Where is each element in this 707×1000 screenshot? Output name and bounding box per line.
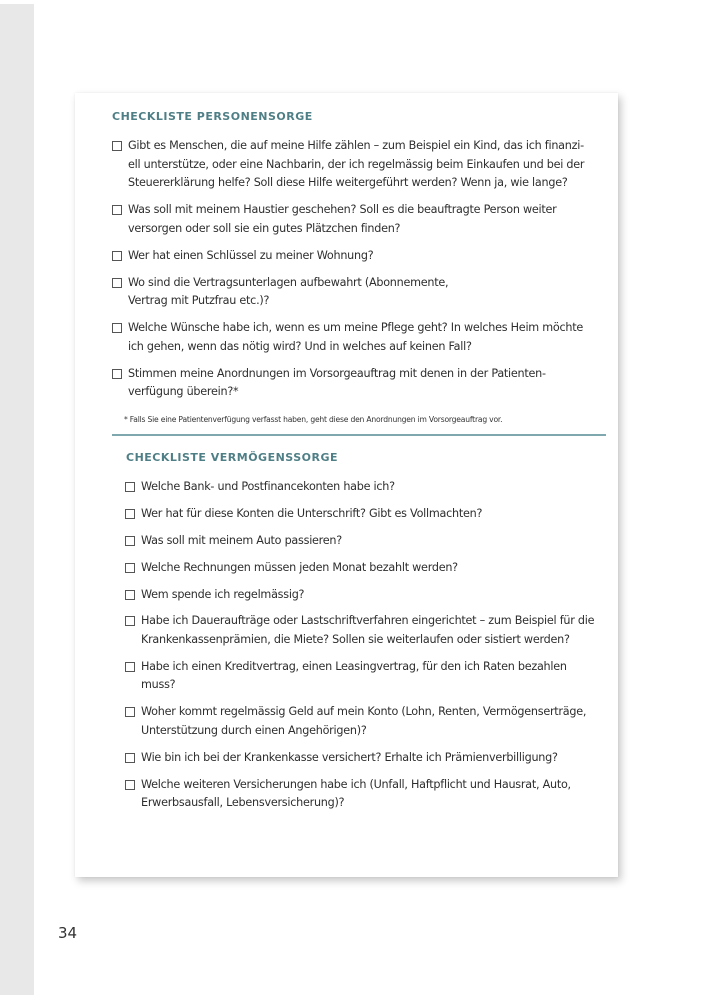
page-number: 34	[58, 924, 78, 942]
checklist-item	[125, 776, 595, 813]
checklist-item-text: Was soll mit meinem Auto passieren?	[141, 533, 342, 547]
checklist-item	[112, 137, 592, 193]
checklist-item	[125, 703, 595, 740]
checkbox-icon[interactable]	[125, 509, 135, 519]
checklist-card	[75, 93, 618, 877]
checklist-item-text: Welche Bank- und Postfinancekonten habe ich?	[141, 480, 395, 493]
checkbox-icon[interactable]	[125, 536, 135, 546]
checkbox-icon[interactable]	[125, 482, 135, 492]
checklist-item	[112, 247, 592, 266]
checkbox-icon[interactable]	[125, 780, 135, 790]
checkbox-icon[interactable]	[125, 590, 135, 600]
section-divider	[112, 434, 606, 436]
checklist-item	[125, 612, 595, 649]
checklist-item	[112, 201, 592, 238]
checklist-item	[125, 559, 595, 578]
checkbox-icon[interactable]	[112, 205, 122, 215]
checklist-item-text: Welche weiteren Versicherungen habe ich (Unfall, Haftpflicht und Hausrat, Auto, Erwerbsausfall, Lebensversicherung)?	[141, 777, 571, 810]
page-gutter	[0, 4, 34, 995]
checklist-item-text: Habe ich einen Kreditvertrag, einen Leasingvertrag, für den ich Raten bezahlen muss?	[141, 659, 567, 692]
checklist-item-text: Stimmen meine Anordnungen im Vorsorgeauftrag mit denen in der Patientenverfügung überein?*	[128, 366, 547, 398]
checkbox-icon[interactable]	[125, 662, 135, 672]
checklist-item-text: Welche Wünsche habe ich, wenn es um meine Pflege geht? In welches Heim möchte ich gehen, wenn das nötig wird? Und in welches auf keinen Fall?	[128, 321, 584, 353]
checkbox-icon[interactable]	[125, 753, 135, 763]
checklist-item-text: Habe ich Daueraufträge oder Lastschriftverfahren eingerichtet – zum Beispiel für die Krankenkassenprämien, die Miete? Sollen sie weiterlaufen oder sistiert werden?	[141, 614, 595, 646]
checkbox-icon[interactable]	[125, 707, 135, 717]
checkbox-icon[interactable]	[125, 563, 135, 573]
checkbox-icon[interactable]	[125, 616, 135, 626]
checklist-item-text: Wo sind die Vertragsunterlagen aufbewahrt (Abonnemente, Vertrag mit Putzfrau etc.)?	[128, 275, 449, 307]
checklist-item-text: Gibt es Menschen, die auf meine Hilfe zählen – zum Beispiel ein Kind, das ich finanziell unterstütze, oder eine Nachbarin, der ich regelmässig beim Einkaufen und bei der Steuererklärung helfe? Soll diese Hilfe weitergeführt werden? Wenn ja, wie lange?	[128, 139, 585, 189]
section-heading-vermoegenssorge: CHECKLISTE VERMÖGENSSORGE	[126, 451, 339, 464]
checklist-item	[125, 658, 595, 695]
checklist-item-text: Woher kommt regelmässig Geld auf mein Konto (Lohn, Renten, Vermögenserträge, Unterstützung durch einen Angehörigen)?	[141, 705, 587, 737]
checklist-item	[112, 365, 592, 402]
checklist-item	[125, 505, 595, 524]
checklist-item	[112, 319, 592, 356]
checklist-vermoegenssorge	[125, 478, 595, 821]
checklist-item-text: Wem spende ich regelmässig?	[141, 587, 305, 601]
checklist-item-text: Welche Rechnungen müssen jeden Monat bezahlt werden?	[141, 560, 458, 574]
checklist-item	[125, 478, 595, 497]
checklist-item-text: Was soll mit meinem Haustier geschehen? Soll es die beauftragte Person weiter versorgen oder soll sie ein gutes Plätzchen finden?	[128, 203, 557, 235]
checklist-item	[125, 749, 595, 768]
checklist-personensorge	[112, 137, 592, 410]
checklist-item-text: Wie bin ich bei der Krankenkasse versichert? Erhalte ich Prämienverbilligung?	[141, 750, 558, 764]
checkbox-icon[interactable]	[112, 369, 122, 379]
checklist-item-text: Wer hat einen Schlüssel zu meiner Wohnung?	[128, 248, 374, 262]
checkbox-icon[interactable]	[112, 278, 122, 288]
section-heading-personensorge: CHECKLISTE PERSONENSORGE	[112, 110, 313, 123]
checklist-item	[125, 532, 595, 551]
checkbox-icon[interactable]	[112, 251, 122, 261]
footnote: * Falls Sie eine Patientenverfügung verfasst haben, geht diese den Anordnungen im Vorsorgeauftrag vor.	[124, 415, 503, 424]
checkbox-icon[interactable]	[112, 323, 122, 333]
checklist-item	[125, 586, 595, 605]
checkbox-icon[interactable]	[112, 141, 122, 151]
checklist-item-text: Wer hat für diese Konten die Unterschrift? Gibt es Vollmachten?	[141, 506, 483, 520]
checklist-item	[112, 274, 468, 311]
